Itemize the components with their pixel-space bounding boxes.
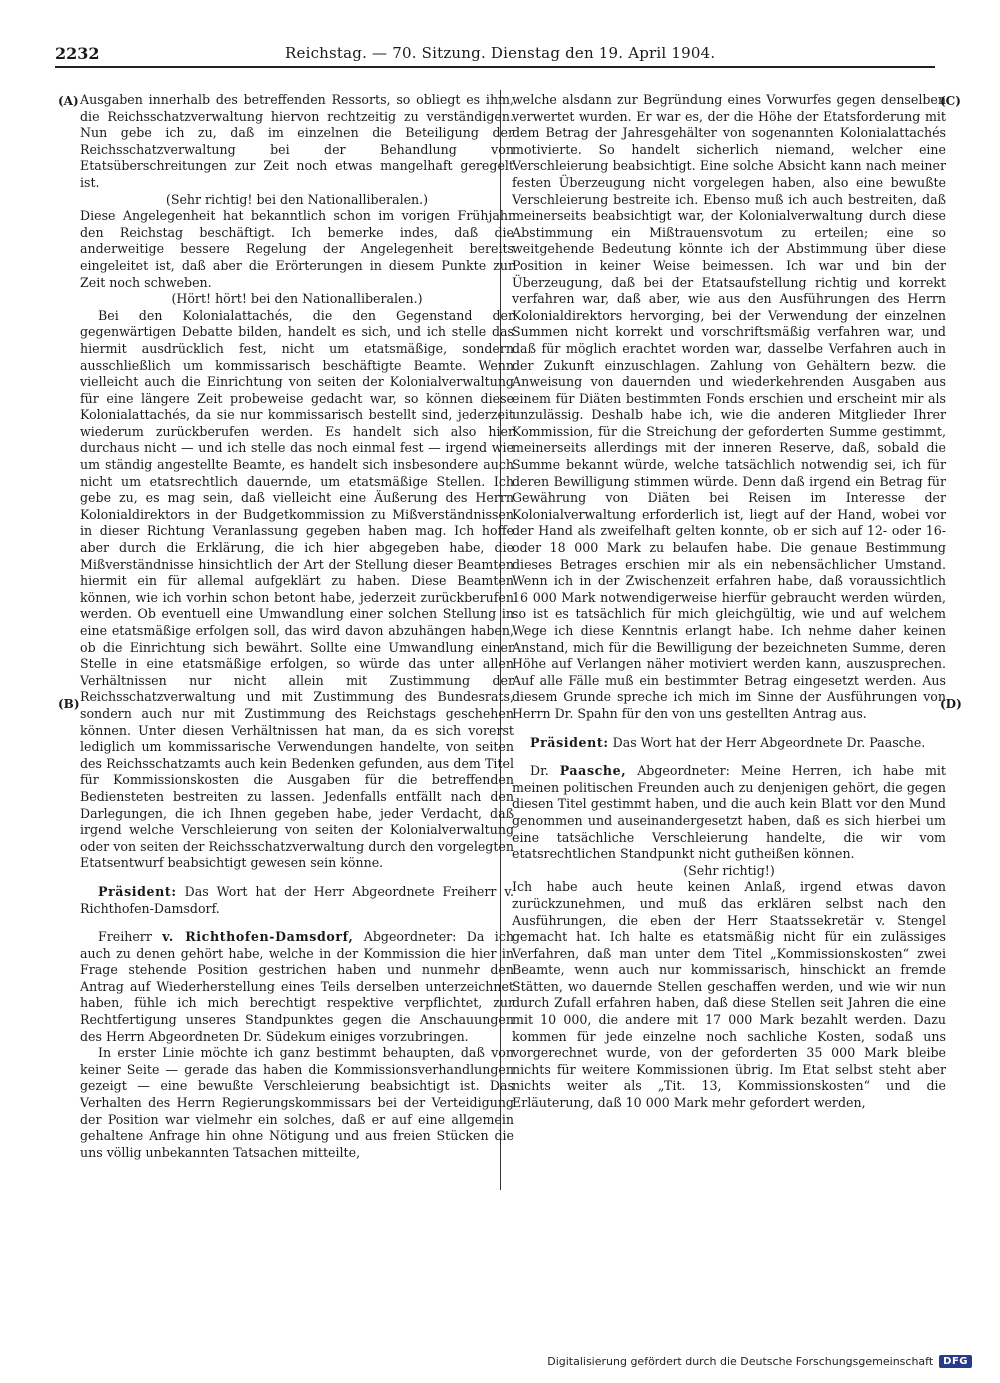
page-number: 2232 bbox=[55, 44, 100, 63]
right-column bbox=[512, 92, 946, 1112]
footer-text: Digitalisierung gefördert durch die Deutsche Forschungsgemeinschaft bbox=[547, 1355, 934, 1368]
paragraph: In erster Linie möchte ich ganz bestimmt behaupten, daß von keiner Seite — gerade das haben die Kommissionsverhandlungen gezeigt — eine bewußte Verschleierung beabsichtigt ist. Das Verhalten des Herrn Regierungskommissars bei der Verteidigung der Position war vielmehr ein solches, daß er auf eine allgemein gehaltene Anfrage hin ohne Nötigung und aus freien Stücken die uns völlig unbekannten Tatsachen mitteilte, bbox=[80, 1045, 514, 1160]
speaker-name: Paasche, bbox=[559, 763, 627, 779]
left-column bbox=[80, 92, 514, 1161]
speaker-name: v. Richthofen-Damsdorf, bbox=[162, 929, 354, 945]
running-title: Reichstag. — 70. Sitzung. Dienstag den 19. April 1904. bbox=[285, 44, 716, 62]
speaker-text: Das Wort hat der Herr Abgeordnete Dr. Paasche. bbox=[608, 734, 926, 750]
speaker-name: Präsident: bbox=[98, 883, 177, 899]
paragraph: Diese Angelegenheit hat bekanntlich schon im vorigen Frühjahr den Reichstag beschäftigt. Ich bemerke indes, daß die anderweitige bessere Regelung der Angelegenheit bereits eingeleitet ist, daß aber die Erörterungen in diesem Punkte zur Zeit noch schweben. bbox=[80, 208, 514, 290]
speaker-paragraph bbox=[512, 763, 946, 863]
speaker-text: Das Wort hat der Herr Abgeordnete Freiherr v. Richthofen-Damsdorf. bbox=[80, 883, 514, 916]
speaker-text: Abgeordneter: Meine Herren, ich habe mit meinen politischen Freunden auch zu denjenigen gehört, die gegen diesen Titel gestimmt haben, und die auch kein Blatt vor den Mund genommen und auseinandergesetzt haben, daß es sich hierbei um eine tatsächliche Verschleierung handelte, die wir vom etatsrechtlichen Standpunkt nicht gutheißen können. bbox=[512, 763, 946, 862]
speaker-paragraph bbox=[80, 884, 514, 917]
speaker-name: Präsident: bbox=[530, 734, 609, 750]
speaker-text: Abgeordneter: Da ich auch zu denen gehört habe, welche in der Kommission die hier in Frage stehende Position gestrichen haben und nunmehr den Antrag auf Wiederherstellung eines Teils derselben unterzeichnet haben, fühle ich mich berechtigt respektive verpflichtet, zur Rechtfertigung unseres Standpunktes gegen die Anschauungen des Herrn Abgeordneten Dr. Südekum einiges vorzubringen. bbox=[80, 929, 514, 1044]
margin-marker-d: (D) bbox=[940, 697, 962, 711]
speaker-title: Freiherr bbox=[98, 929, 163, 945]
paragraph: Ich habe auch heute keinen Anlaß, irgend etwas davon zurückzunehmen, und muß das erklären selbst nach den Ausführungen, die eben der Herr Staatssekretär v. Stengel gemacht hat. Ich halte es etatsmäßig nicht für ein zulässiges Verfahren, daß man unter dem Titel „Kommissionskosten“ zwei Beamte, wenn auch nur kommissarisch, hinschickt an fremde Stätten, wo dauernde Stellen geschaffen werden, und wie wir nun durch Zufall erfahren haben, daß diese Stellen seit Jahren die eine mit 10 000, die andere mit 17 000 Mark bezahlt werden. Dazu kommen für jede einzelne noch sachliche Kosten, sodaß uns vorgerechnet wurde, von der geforderten 35 000 Mark bleibe nichts für weitere Kommissionen übrig. Im Etat selbst steht aber nichts weiter als „Tit. 13, Kommissionskosten“ und die Erläuterung, daß 10 000 Mark mehr gefordert werden, bbox=[512, 879, 946, 1111]
margin-marker-b: (B) bbox=[58, 697, 80, 711]
dfg-logo-icon: DFG bbox=[939, 1355, 972, 1368]
speaker-paragraph bbox=[80, 929, 514, 1045]
margin-marker-a: (A) bbox=[58, 94, 79, 108]
paragraph: Ausgaben innerhalb des betreffenden Ressorts, so obliegt es ihm, die Reichsschatzverwaltung hiervon rechtzeitig zu verständigen. Nun gebe ich zu, daß im einzelnen die Beteiligung der Reichsschatzverwaltung bei der Behandlung von Etatsüberschreitungen zur Zeit noch etwas mangelhaft geregelt ist. bbox=[80, 92, 514, 190]
digitization-footer bbox=[547, 1355, 972, 1368]
speaker-title: Dr. bbox=[530, 763, 560, 779]
speaker-paragraph bbox=[512, 735, 946, 752]
margin-marker-c: (C) bbox=[940, 94, 961, 108]
interjection: (Sehr richtig! bei den Nationalliberalen.) bbox=[165, 191, 429, 207]
interjection: (Hört! hört! bei den Nationalliberalen.) bbox=[171, 291, 423, 307]
page-header bbox=[55, 44, 935, 68]
paragraph: Bei den Kolonialattachés, die den Gegenstand der gegenwärtigen Debatte bilden, handelt es sich, und ich stelle das hiermit ausdrücklich fest, nicht um etatsmäßige, sondern ausschließlich um kommissarisch beschäftigte Beamte. Wenn vielleicht auch die Einrichtung von seiten der Kolonialverwaltung für eine längere Zeit probeweise gedacht war, so können diese Kolonialattachés, da sie nur kommissarisch bestellt sind, jederzeit wiederum zurückberufen werden. Es handelt sich also hier durchaus nicht — und ich stelle das noch einmal fest — irgend wie um ständig angestellte Beamte, es handelt sich insbesondere auch nicht um etatsrechtlich dauernde, um etatsmäßige Stellen. Ich gebe zu, es mag sein, daß vielleicht eine Äußerung des Herrn Kolonialdirektors in der Budgetkommission zu Mißverständnissen in dieser Richtung Veranlassung gegeben haben mag. Ich hoffe aber durch die Erklärung, die ich hier abgegeben habe, die Mißverständnisse hinsichtlich der Art der Stellung dieser Beamten hiermit ein für allemal aufgeklärt zu haben. Diese Beamten können, wie ich vorhin schon betont habe, jederzeit zurückberufen werden. Ob eventuell eine Umwandlung einer solchen Stellung in eine etatsmäßige erfolgen soll, das wird davon abzuhängen haben, ob die Einrichtung sich bewährt. Sollte eine Umwandlung einer Stelle in eine etatsmäßige erfolgen, so würde das unter allen Verhältnissen nur nicht allein mit Zustimmung der Reichsschatzverwaltung und mit Zustimmung des Bundesrats, sondern auch nur mit Zustimmung des Reichstags geschehen können. Unter diesen Verhältnissen hat man, da es sich vorerst lediglich um kommissarische Verwendungen handelte, von seiten des Reichsschatzamts auch kein Bedenken gefunden, aus dem Titel für Kommissionskosten die Ausgaben für die betreffenden Bediensteten bestreiten zu lassen. Jedenfalls entfällt nach den Darlegungen, die ich Ihnen gegeben habe, jeder Verdacht, daß irgend welche Verschleierung von seiten der Kolonialverwaltung oder von seiten der Reichsschatzverwaltung durch den vorgelegten Etatsentwurf beabsichtigt gewesen sein könne. bbox=[80, 307, 514, 871]
interjection: (Sehr richtig!) bbox=[683, 862, 775, 878]
paragraph: welche alsdann zur Begründung eines Vorwurfes gegen denselben verwertet wurden. Er war es, der die Höhe der Etatsforderung mit dem Betrag der Jahresgehälter von sogenannten Kolonialattachés motivierte. So handelt sicherlich niemand, welcher eine Verschleierung beabsichtigt. Eine solche Absicht kann nach meiner festen Überzeugung nicht vorgelegen haben, also eine bewußte Verschleierung bestreite ich. Ebenso muß ich auch bestreiten, daß meinerseits beabsichtigt war, der Kolonialverwaltung durch diese Abstimmung ein Mißtrauensvotum zu erteilen; eine so weitgehende Bedeutung könnte ich der Abstimmung über diese Position in keiner Weise beimessen. Ich war und bin der Überzeugung, daß bei der Etatsaufstellung richtig und korrekt verfahren war, daß aber, wie aus den Ausführungen des Herrn Kolonialdirektors hervorging, bei der Verwendung der einzelnen Summen nicht korrekt und vorschriftsmäßig verfahren war, und daß für möglich erachtet worden war, dasselbe Verfahren auch in der Zukunft einzuschlagen. Zahlung von Gehältern bezw. die Anweisung von dauernden und wiederkehrenden Ausgaben aus einem für Diäten bestimmten Fonds erschien und erscheint mir als unzulässig. Deshalb habe ich, wie die anderen Mitglieder Ihrer Kommission, für die Streichung der geforderten Summe gestimmt, meinerseits allerdings mit der inneren Reserve, daß, sobald die Summe bekannt würde, welche tatsächlich notwendig sei, ich für deren Bewilligung stimmen würde. Denn daß irgend ein Betrag für Gewährung von Diäten bei Reisen im Interesse der Kolonialverwaltung erforderlich ist, liegt auf der Hand, wobei vor der Hand als zweifelhaft gelten konnte, ob er sich auf 12- oder 16- oder 18 000 Mark zu belaufen habe. Die genaue Bestimmung dieses Betrages erschien mir als ein nebensächlicher Umstand. Wenn ich in der Zwischenzeit erfahren habe, daß voraussichtlich 16 000 Mark notwendigerweise hierfür gebraucht werden würden, so ist es tatsächlich für mich gleichgültig, wie und auf welchem Wege ich diese Kenntnis erlangt habe. Ich nehme daher keinen Anstand, mich für die Bewilligung der bezeichneten Summe, deren Höhe auf Verlangen näher motiviert werden kann, auszusprechen. Auf alle Fälle muß ein bestimmter Betrag eingesetzt werden. Aus diesem Grunde spreche ich mich im Sinne der Ausführungen von Herrn Dr. Spahn für den von uns gestellten Antrag aus. bbox=[512, 92, 946, 721]
